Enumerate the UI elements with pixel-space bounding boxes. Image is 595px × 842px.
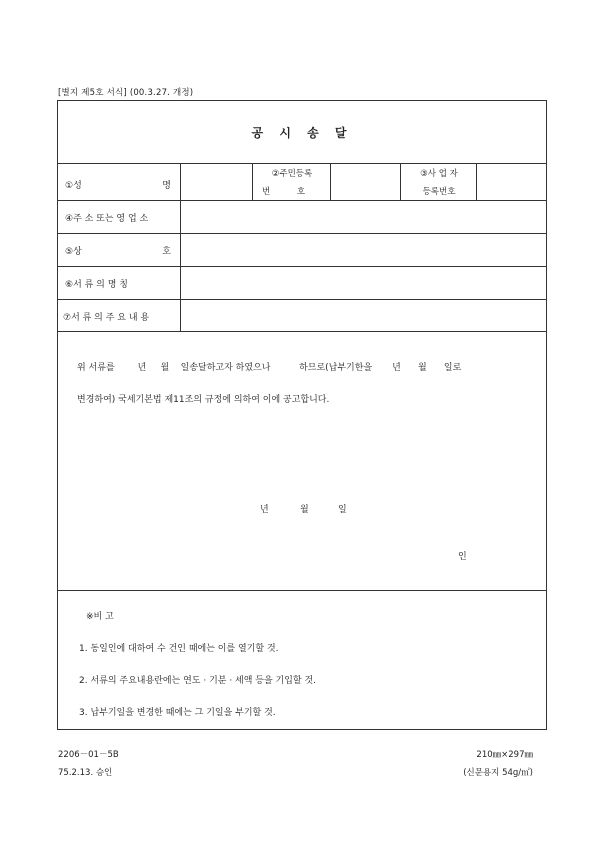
divider (57, 299, 547, 300)
divider (57, 233, 547, 234)
date-year: 년 (260, 505, 269, 515)
date-day: 일 (338, 505, 347, 515)
doccontent-label: ⑦서 류 의 주 요 내 용 (63, 313, 150, 323)
divider (57, 590, 547, 591)
divider (180, 163, 181, 331)
biz-label-line2: 등록번호 (422, 187, 456, 197)
rrn-label-bun: 번 (262, 187, 271, 197)
address-label: ④주 소 또는 영 업 소 (65, 214, 149, 224)
trade-label-start: ⑤상 (65, 247, 82, 257)
paper-type: (신문용지 54g/㎡) (463, 768, 533, 778)
trade-label (65, 244, 171, 257)
notes-heading: ※비 고 (86, 612, 114, 622)
divider (252, 163, 253, 200)
seal-mark: 인 (458, 552, 467, 562)
docname-label: ⑥서 류 의 명 칭 (65, 280, 128, 290)
name-label-end: 명 (162, 181, 171, 191)
date-month: 월 (300, 505, 309, 515)
page-title: 공 시 송 달 (251, 126, 353, 140)
rrn-label-line1: ②주민등록 (271, 169, 313, 179)
body-line-2: 변경하여) 국세기본법 제11조의 규정에 의하여 이에 공고합니다. (77, 395, 330, 405)
divider (57, 266, 547, 267)
rrn-label-ho: 호 (296, 187, 306, 197)
note-item: 1. 동일인에 대하여 수 건인 때에는 이를 열기할 것. (79, 644, 279, 654)
note-item: 3. 납부기일을 변경한 때에는 그 기일을 부기할 것. (79, 708, 276, 718)
trade-label-end: 호 (162, 247, 171, 257)
rrn-label-line2 (262, 185, 312, 197)
approval-date: 75.2.13. 승인 (58, 768, 113, 778)
form-code: 2206－01－5B (58, 750, 119, 760)
divider (400, 163, 401, 200)
form-label: [별지 제5호 서식] (00.3.27. 개정) (58, 88, 194, 98)
name-label (65, 178, 171, 191)
note-item: 2. 서류의 주요내용란에는 연도 · 기분 · 세액 등을 기입할 것. (79, 676, 317, 686)
divider (57, 200, 547, 201)
divider (57, 331, 547, 332)
divider (57, 163, 547, 164)
divider (476, 163, 477, 200)
name-label-start: ①성 (65, 181, 82, 191)
divider (330, 163, 331, 200)
paper-size: 210㎜×297㎜ (476, 750, 533, 760)
biz-label-line1: ③사 업 자 (420, 169, 458, 179)
body-line-1: 위 서류를 년 월 일송달하고자 하였으나 하므로(납부기한을 년 월 일로 (77, 363, 462, 373)
